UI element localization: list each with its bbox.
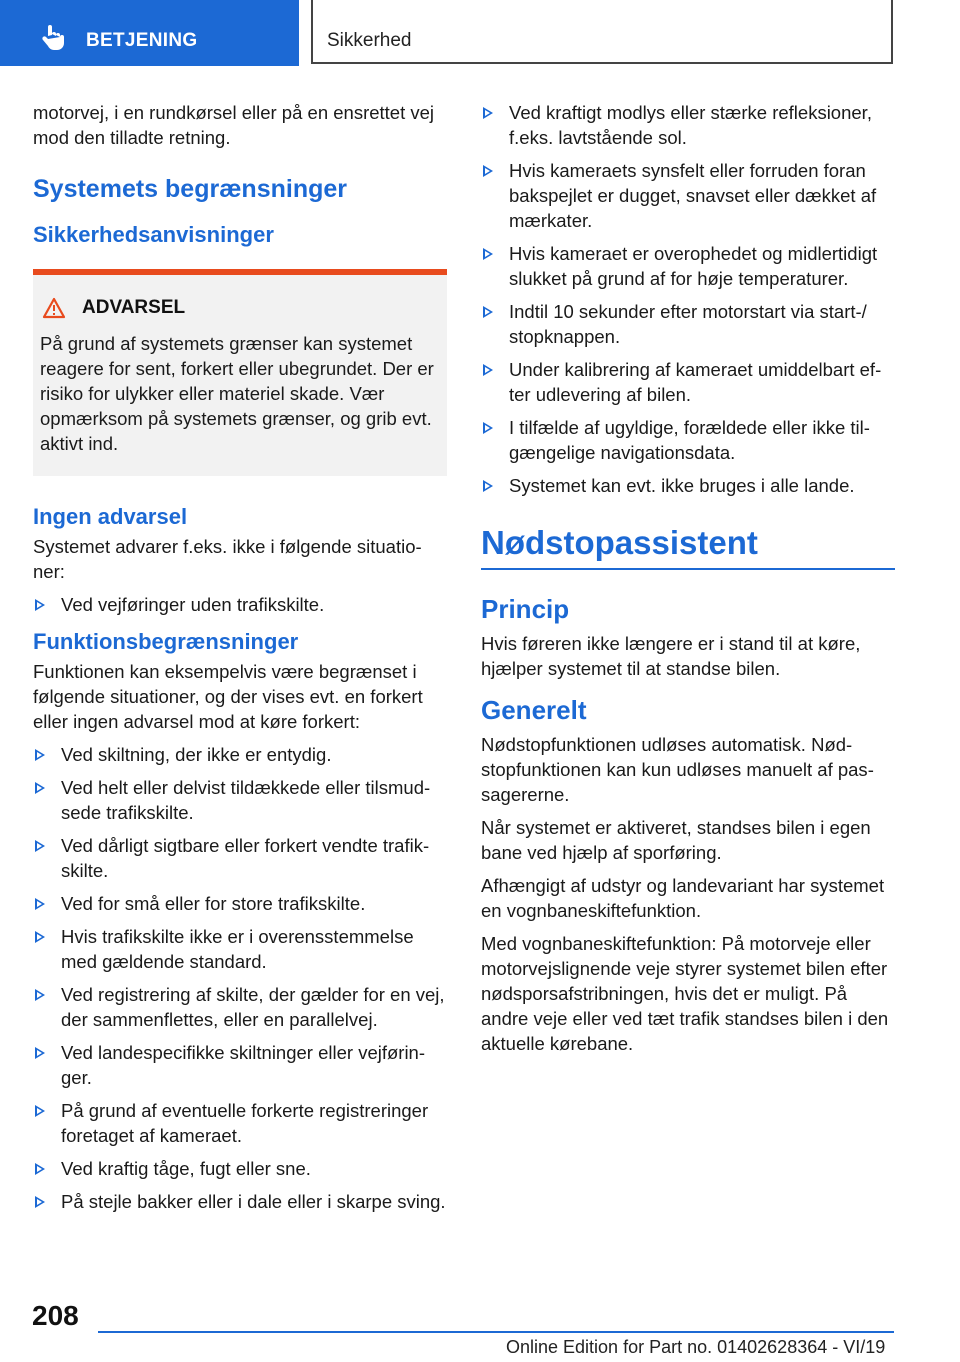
general-heading: Generelt	[481, 695, 587, 725]
bullet-triangle-icon	[483, 422, 493, 434]
list-item: Ved registrering af skilte, der gælder for en vej, der sammenflettes, eller en parallelvej.	[33, 982, 447, 1032]
bullet-triangle-icon	[483, 248, 493, 260]
list-item: I tilfælde af ugyldige, forældede eller ikke tilgængelige navigationsdata.	[481, 415, 895, 465]
right-column	[481, 100, 895, 1064]
list-item: Indtil 10 sekunder efter motorstart via start-/ stopknappen.	[481, 299, 895, 349]
warning-text: På grund af systemets grænser kan systemet reagere for sent, forkert eller ubegrundet. Der er risiko for ulykker eller materiel skade. Vær opmærksom på systemets grænser, og grib evt. aktivt ind.	[40, 333, 434, 454]
edition-text: Online Edition for Part no. 01402628364 - VI/19	[506, 1337, 886, 1357]
bullet-triangle-icon	[35, 931, 45, 943]
footer-rule	[98, 1331, 894, 1333]
general-paragraph: Afhængigt af udstyr og landevariant har systemet en vognbaneskiftefunktion.	[481, 875, 885, 921]
bullet-triangle-icon	[35, 599, 45, 611]
page-number: 208	[32, 1300, 79, 1331]
general-paragraph: Med vognbaneskiftefunktion: På motorveje eller motorvejslignende veje styrer systemet bilen efter nødsporsafstribningen, hvis det er muligt. På andre veje eller ved tæt trafik standses bilen i den aktuelle kørebane.	[481, 933, 889, 1054]
bullet-triangle-icon	[35, 989, 45, 1001]
list-item: Hvis trafikskilte ikke er i overensstemmelse med gældende standard.	[33, 924, 447, 974]
list-item: Hvis kameraet er overophedet og midlertidigt slukket på grund af for høje temperaturer.	[481, 241, 895, 291]
chapter-tab[interactable]	[311, 0, 893, 64]
bullet-triangle-icon	[35, 1163, 45, 1175]
list-item: Under kalibrering af kameraet umiddelbart efter udlevering af bilen.	[481, 357, 895, 407]
limits-list-continued	[481, 100, 895, 498]
no-warning-heading: Ingen advarsel	[33, 504, 188, 529]
list-item: Ved kraftigt modlys eller stærke refleksioner, f.eks. lavtstående sol.	[481, 100, 895, 150]
bullet-triangle-icon	[35, 1105, 45, 1117]
list-item: Ved kraftig tåge, fugt eller sne.	[33, 1156, 447, 1181]
principle-heading: Princip	[481, 594, 570, 624]
bullet-triangle-icon	[483, 364, 493, 376]
bullet-triangle-icon	[483, 306, 493, 318]
page-header	[0, 0, 960, 66]
chapter-label: Sikkerhed	[327, 30, 412, 51]
left-column	[33, 100, 447, 1222]
limits-heading: Funktionsbegrænsninger	[33, 629, 299, 654]
list-item: Ved for små eller for store trafikskilte.	[33, 891, 447, 916]
general-paragraph: Når systemet er aktiveret, standses bilen i egen bane ved hjælp af sporføring.	[481, 817, 871, 863]
bullet-triangle-icon	[483, 480, 493, 492]
list-item: Ved dårligt sigtbare eller forkert vendte trafikskilte.	[33, 833, 447, 883]
bullet-triangle-icon	[35, 749, 45, 761]
section-tab-betjening[interactable]	[0, 0, 299, 66]
hand-pointer-icon	[38, 22, 68, 52]
list-item: Ved helt eller delvist tildækkede eller tilsmudsede trafikskilte.	[33, 775, 447, 825]
list-item: På stejle bakker eller i dale eller i skarpe sving.	[33, 1189, 447, 1214]
warning-triangle-icon	[42, 297, 66, 319]
no-warning-text: Systemet advarer f.eks. ikke i følgende situationer:	[33, 536, 422, 582]
bullet-triangle-icon	[483, 107, 493, 119]
section-label: BETJENING	[86, 30, 198, 51]
bullet-triangle-icon	[35, 782, 45, 794]
no-warning-list	[33, 592, 447, 617]
list-item: Ved skiltning, der ikke er entydig.	[33, 742, 447, 767]
safety-subheading: Sikkerhedsanvisninger	[33, 222, 274, 247]
bullet-triangle-icon	[483, 165, 493, 177]
section-heading: Systemets begrænsninger	[33, 175, 347, 203]
title-rule	[481, 568, 895, 570]
general-paragraph: Nødstopfunktionen udløses automatisk. Nødstopfunktionen kan kun udløses manuelt af passagererne.	[481, 734, 874, 805]
limits-list	[33, 742, 447, 1214]
bullet-triangle-icon	[35, 1196, 45, 1208]
list-item: Ved vejføringer uden trafikskilte.	[33, 592, 447, 617]
bullet-triangle-icon	[35, 1047, 45, 1059]
intro-paragraph: motorvej, i en rundkørsel eller på en ensrettet vej mod den tilladte retning.	[33, 102, 435, 148]
list-item: Systemet kan evt. ikke bruges i alle lande.	[481, 473, 895, 498]
limits-text: Funktionen kan eksempelvis være begrænset i følgende situationer, og der vises evt. en forkert eller ingen advarsel mod at køre forkert:	[33, 661, 423, 732]
warning-box	[33, 269, 447, 476]
list-item: Hvis kameraets synsfelt eller forruden foran bakspejlet er dugget, snavset eller dækket af mærkater.	[481, 158, 895, 233]
bullet-triangle-icon	[35, 840, 45, 852]
list-item: Ved landespecifikke skiltninger eller vejføringer.	[33, 1040, 447, 1090]
warning-title: ADVARSEL	[82, 297, 186, 318]
list-item: På grund af eventuelle forkerte registreringer foretaget af kameraet.	[33, 1098, 447, 1148]
section-title: Nødstopassistent	[481, 524, 758, 561]
bullet-triangle-icon	[35, 898, 45, 910]
principle-text: Hvis føreren ikke længere er i stand til at køre, hjælper systemet til at standse bilen.	[481, 633, 861, 679]
